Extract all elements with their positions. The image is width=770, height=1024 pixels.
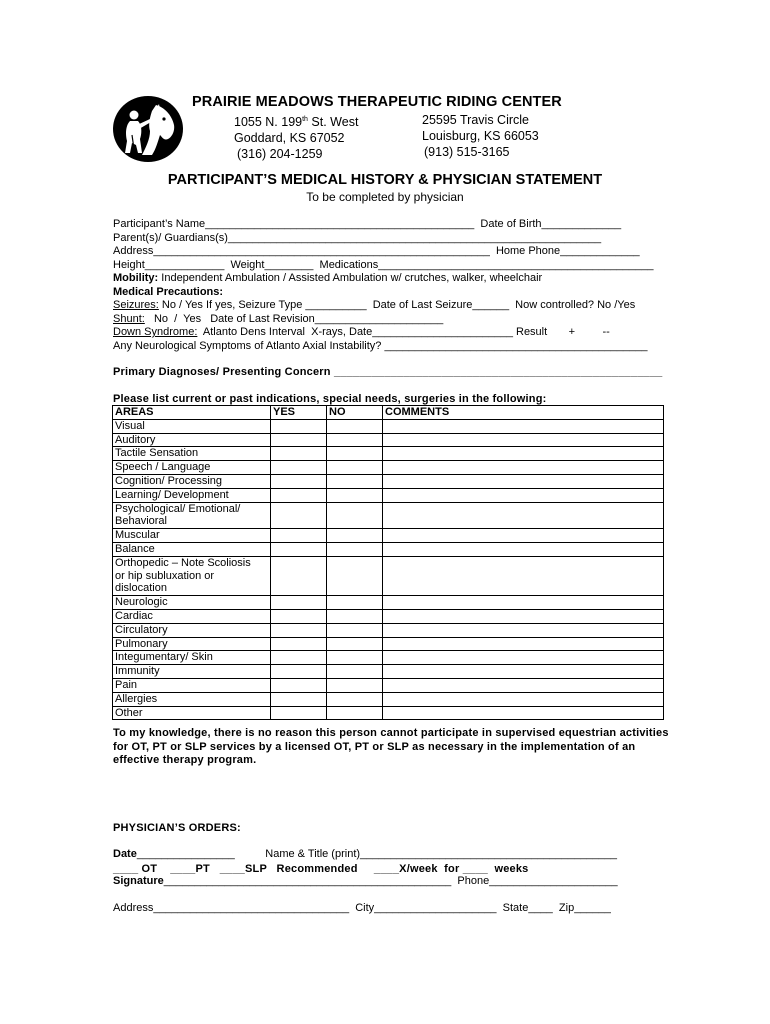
table-row (113, 665, 664, 679)
yes-cell[interactable] (271, 692, 327, 706)
signature-phone-blanks: _______________________________________________ Phone_____________________ (163, 875, 618, 887)
area-label-line: Cognition/ Processing (115, 474, 223, 487)
comments-cell[interactable] (383, 542, 664, 556)
yes-cell[interactable] (271, 637, 327, 651)
physician-statement: To my knowledge, there is no reason this person cannot participate in supervised equestrian activities for OT, PT or SLP services by a licensed OT, PT or SLP as necessary in the implementation of an effective therapy program. (113, 727, 669, 766)
address-left (234, 112, 358, 162)
no-cell[interactable] (327, 678, 383, 692)
comments-cell[interactable] (383, 556, 664, 595)
down-syndrome-label: Down Syndrome: (113, 326, 198, 338)
comments-cell[interactable] (383, 419, 664, 433)
area-label (113, 596, 271, 610)
no-cell[interactable] (327, 706, 383, 720)
shunt-row[interactable] (113, 313, 658, 327)
no-cell[interactable] (327, 419, 383, 433)
area-label-line: Cardiac (115, 609, 153, 622)
address-phone-field[interactable]: Address_______________________________________________________ Home Phone_____________ (113, 245, 640, 257)
no-cell[interactable] (327, 665, 383, 679)
comments-cell[interactable] (383, 502, 664, 529)
table-row (113, 529, 664, 543)
no-cell[interactable] (327, 433, 383, 447)
signature-phone-line[interactable] (113, 875, 618, 887)
no-cell[interactable] (327, 461, 383, 475)
height-weight-meds-field[interactable]: Height_____________ Weight________ Medications_____________________________________________ (113, 258, 654, 271)
yes-cell[interactable] (271, 419, 327, 433)
table-row (113, 596, 664, 610)
neuro-symptoms-field[interactable]: Any Neurological Symptoms of Atlanto Axial Instability? ___________________________________________ (113, 339, 648, 352)
area-label (113, 529, 271, 543)
shunt-options: No / Yes Date of Last Revision_____________________ (144, 312, 444, 325)
area-label (113, 502, 271, 529)
phone-left: (316) 204-1259 (237, 147, 323, 162)
area-label-line: Visual (115, 419, 145, 432)
comments-cell[interactable] (383, 447, 664, 461)
area-label (113, 556, 271, 595)
yes-cell[interactable] (271, 609, 327, 623)
area-label-line: Circulatory (115, 623, 168, 636)
area-label (113, 433, 271, 447)
parents-field[interactable]: Parent(s)/ Guardians(s)_____________________________________________________________ (113, 231, 602, 244)
no-cell[interactable] (327, 556, 383, 595)
area-label (113, 419, 271, 433)
yes-cell[interactable] (271, 665, 327, 679)
area-label (113, 637, 271, 651)
primary-diagnoses-field[interactable]: Primary Diagnoses/ Presenting Concern ____________________________________________________ (113, 366, 663, 378)
comments-cell[interactable] (383, 433, 664, 447)
yes-cell[interactable] (271, 623, 327, 637)
area-label (113, 488, 271, 502)
address-right (422, 112, 539, 160)
area-label-line: Neurologic (115, 596, 168, 609)
area-label (113, 665, 271, 679)
area-label (113, 706, 271, 720)
no-cell[interactable] (327, 623, 383, 637)
no-cell[interactable] (327, 596, 383, 610)
area-label-line: Orthopedic – Note Scoliosis (115, 556, 251, 569)
comments-cell[interactable] (383, 706, 664, 720)
comments-cell[interactable] (383, 692, 664, 706)
no-cell[interactable] (327, 529, 383, 543)
area-label-line: Integumentary/ Skin (115, 651, 213, 664)
down-syndrome-options: Atlanto Dens Interval X-rays, Date_______________________ Result + -- (197, 326, 610, 338)
area-label-line: Auditory (115, 433, 156, 446)
area-label-line: Tactile Sensation (115, 447, 199, 460)
area-label (113, 609, 271, 623)
comments-cell[interactable] (383, 678, 664, 692)
header-areas: AREAS (113, 406, 271, 420)
comments-cell[interactable] (383, 529, 664, 543)
comments-cell[interactable] (383, 461, 664, 475)
medical-precautions-heading: Medical Precautions: (113, 285, 224, 298)
down-syndrome-row[interactable] (113, 326, 658, 340)
address-city-line[interactable]: Address________________________________ City____________________ State____ Zip______ (113, 902, 611, 914)
comments-cell[interactable] (383, 665, 664, 679)
area-label (113, 542, 271, 556)
area-label-line: Immunity (115, 665, 160, 678)
city-left: Goddard, KS 67052 (234, 131, 345, 146)
area-label-line: Allergies (115, 692, 158, 705)
table-row (113, 447, 664, 461)
table-row (113, 461, 664, 475)
area-label-line: Learning/ Development (115, 488, 229, 501)
name-dob-field[interactable]: Participant’s Name____________________________________________ Date of Birth_____________ (113, 218, 622, 230)
seizures-options: No / Yes If yes, Seizure Type __________ Date of Last Seizure______ Now controlled? No /Yes (158, 299, 636, 311)
table-row (113, 609, 664, 623)
street-right: 25595 Travis Circle (422, 113, 529, 127)
street-name: St. West (307, 115, 359, 130)
mobility-options: Independent Ambulation / Assisted Ambulation w/ crutches, walker, wheelchair (158, 272, 543, 284)
yes-cell[interactable] (271, 488, 327, 502)
seizures-row[interactable] (113, 299, 658, 313)
area-label-line: or hip subluxation or (115, 569, 215, 582)
comments-cell[interactable] (383, 474, 664, 488)
comments-cell[interactable] (383, 637, 664, 651)
no-cell[interactable] (327, 488, 383, 502)
area-label (113, 623, 271, 637)
area-label-line: dislocation (115, 582, 167, 595)
area-label (113, 474, 271, 488)
yes-cell[interactable] (271, 502, 327, 529)
no-cell[interactable] (327, 609, 383, 623)
participant-fields (113, 218, 658, 353)
riding-center-logo-icon (112, 95, 184, 163)
no-cell[interactable] (327, 637, 383, 651)
yes-cell[interactable] (271, 474, 327, 488)
area-label-line: Psychological/ Emotional/ (115, 502, 241, 515)
area-label-line: Pulmonary (115, 637, 168, 650)
header-comments: COMMENTS (383, 406, 664, 420)
areas-table (112, 405, 664, 720)
yes-cell[interactable] (271, 678, 327, 692)
street-suffix: th (302, 116, 308, 123)
yes-cell[interactable] (271, 651, 327, 665)
table-row (113, 706, 664, 720)
comments-cell[interactable] (383, 488, 664, 502)
orders-line[interactable]: ____ OT ____PT ____SLP Recommended ____X/week for ____ weeks (113, 862, 529, 875)
form-subtitle: To be completed by physician (306, 190, 464, 204)
yes-cell[interactable] (271, 433, 327, 447)
table-row (113, 433, 664, 447)
date-label: Date (113, 848, 137, 860)
yes-cell[interactable] (271, 529, 327, 543)
comments-cell[interactable] (383, 651, 664, 665)
comments-cell[interactable] (383, 596, 664, 610)
area-label-line: Speech / Language (115, 461, 211, 474)
comments-cell[interactable] (383, 609, 664, 623)
list-heading: Please list current or past indications, special needs, surgeries in the following: (113, 393, 547, 405)
table-row (113, 692, 664, 706)
area-label (113, 678, 271, 692)
table-row (113, 502, 664, 529)
yes-cell[interactable] (271, 447, 327, 461)
area-label (113, 461, 271, 475)
table-row (113, 419, 664, 433)
yes-cell[interactable] (271, 542, 327, 556)
no-cell[interactable] (327, 502, 383, 529)
table-row (113, 542, 664, 556)
no-cell[interactable] (327, 474, 383, 488)
no-cell[interactable] (327, 651, 383, 665)
mobility-label: Mobility: (113, 272, 159, 284)
shunt-label: Shunt: (113, 312, 145, 325)
no-cell[interactable] (327, 447, 383, 461)
no-cell[interactable] (327, 542, 383, 556)
seizures-label: Seizures: (113, 299, 159, 311)
signature-label: Signature (113, 875, 164, 887)
area-label-line: Other (115, 706, 143, 719)
table-header-row (113, 406, 664, 420)
area-label (113, 651, 271, 665)
table-row (113, 474, 664, 488)
table-row (113, 678, 664, 692)
table-row (113, 488, 664, 502)
yes-cell[interactable] (271, 461, 327, 475)
date-name-line[interactable] (113, 848, 617, 860)
area-label (113, 692, 271, 706)
yes-cell[interactable] (271, 556, 327, 595)
area-label-line: Balance (115, 542, 155, 555)
table-row (113, 556, 664, 595)
orders-heading: PHYSICIAN’S ORDERS: (113, 822, 241, 834)
header-yes: YES (271, 406, 327, 420)
table-row (113, 637, 664, 651)
mobility-row[interactable] (113, 272, 658, 286)
comments-cell[interactable] (383, 623, 664, 637)
area-label-line: Pain (115, 678, 138, 691)
street-number: 1055 N. 199 (234, 115, 303, 130)
org-name: PRAIRIE MEADOWS THERAPEUTIC RIDING CENTER (192, 94, 562, 110)
header-no: NO (327, 406, 383, 420)
no-cell[interactable] (327, 692, 383, 706)
area-label-line: Behavioral (115, 515, 167, 528)
yes-cell[interactable] (271, 596, 327, 610)
phone-right: (913) 515-3165 (424, 145, 510, 159)
table-row (113, 651, 664, 665)
form-title: PARTICIPANT’S MEDICAL HISTORY & PHYSICIAN STATEMENT (167, 172, 603, 188)
date-name-blanks: ________________ Name & Title (print)__________________________________________ (136, 848, 617, 860)
yes-cell[interactable] (271, 706, 327, 720)
area-label (113, 447, 271, 461)
city-right: Louisburg, KS 66053 (422, 129, 539, 143)
header (192, 94, 612, 162)
table-row (113, 623, 664, 637)
area-label-line: Muscular (115, 529, 160, 542)
